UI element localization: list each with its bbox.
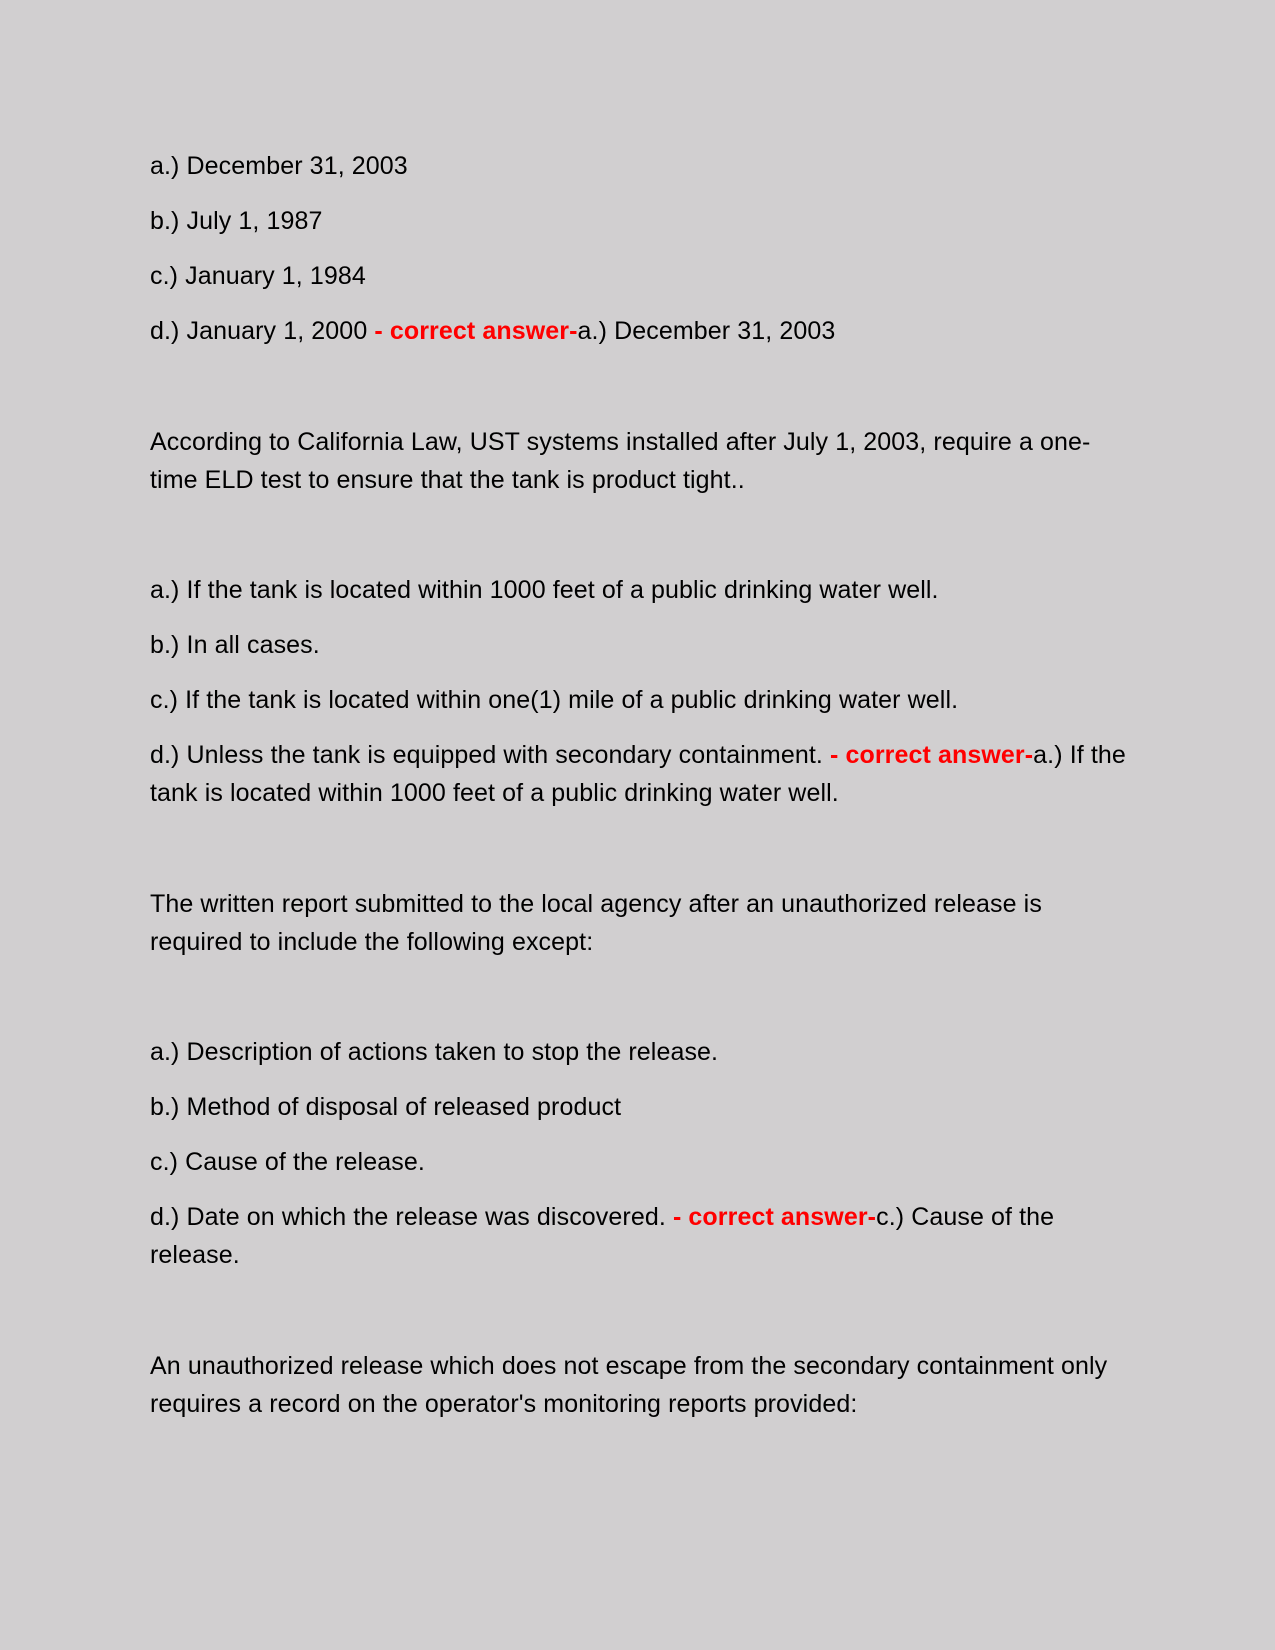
correct-answer-label: - correct answer- — [672, 1203, 877, 1231]
option-a: a.) December 31, 2003 — [150, 152, 408, 180]
option-d-text: d.) Unless the tank is equipped with secondary containment. — [150, 741, 823, 769]
option-a: a.) If the tank is located within 1000 feet of a public drinking water well. — [150, 576, 939, 604]
option-d-with-answer — [150, 312, 1130, 350]
question-block-4 — [150, 1347, 1130, 1423]
option-c: c.) January 1, 1984 — [150, 262, 366, 290]
option-c: c.) If the tank is located within one(1) mile of a public drinking water well. — [150, 686, 959, 714]
question-block-1 — [150, 147, 1130, 350]
option-a: a.) Description of actions taken to stop the release. — [150, 1038, 719, 1066]
option-d-with-answer — [150, 1198, 1130, 1274]
correct-answer-label: - correct answer- — [374, 317, 578, 345]
option-d-with-answer — [150, 736, 1130, 812]
correct-answer-text: a.) December 31, 2003 — [577, 317, 836, 345]
question-text: An unauthorized release which does not escape from the secondary containment only requires a record on the operator's monitoring reports provided: — [150, 1352, 1108, 1418]
option-c: c.) Cause of the release. — [150, 1148, 425, 1176]
option-b: b.) In all cases. — [150, 631, 320, 659]
option-b: b.) July 1, 1987 — [150, 207, 323, 235]
correct-answer-text: a.) If the tank is located within 1000 feet of a public drinking water well. — [150, 741, 1126, 807]
correct-answer-text: c.) Cause of the release. — [150, 1203, 1055, 1269]
question-text: The written report submitted to the local agency after an unauthorized release is required to include the following except: — [150, 890, 1042, 956]
question-text: According to California Law, UST systems installed after July 1, 2003, require a one-time ELD test to ensure that the tank is product tight.. — [150, 428, 1091, 494]
option-d-text: d.) Date on which the release was discovered. — [150, 1203, 666, 1231]
correct-answer-label: - correct answer- — [830, 741, 1034, 769]
option-d-text: d.) January 1, 2000 — [150, 317, 368, 345]
question-block-3 — [150, 885, 1130, 1274]
document-page — [150, 147, 1130, 1423]
question-block-2 — [150, 423, 1130, 812]
option-b: b.) Method of disposal of released product — [150, 1093, 622, 1121]
